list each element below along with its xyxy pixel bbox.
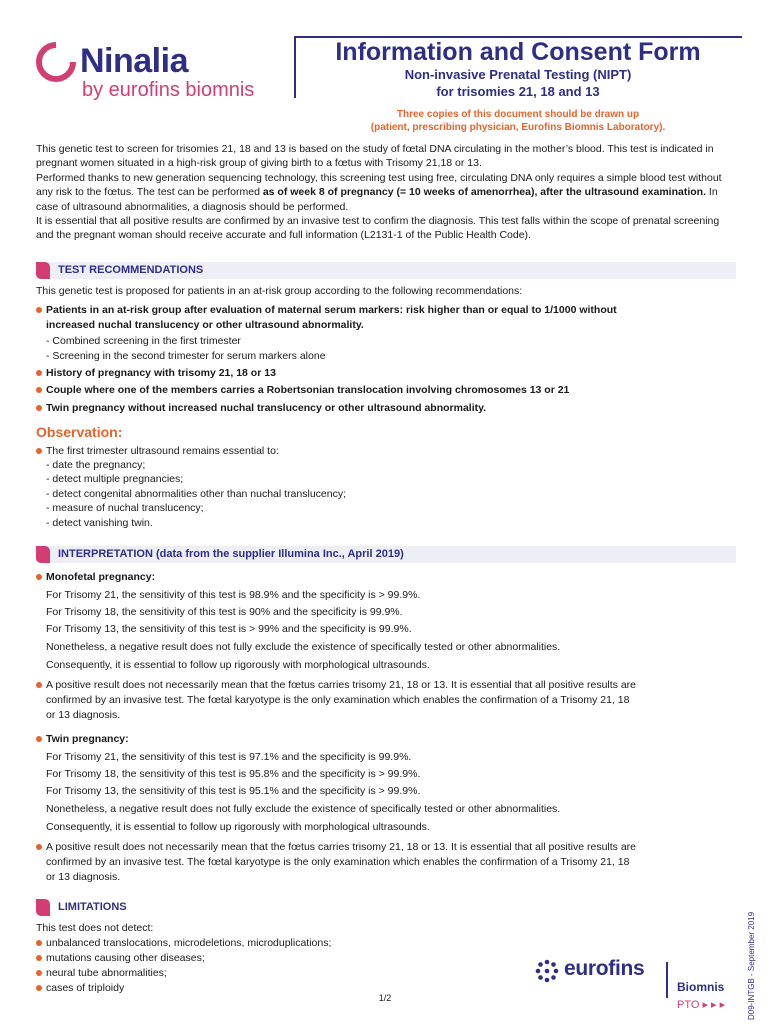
twin-line: Nonetheless, a negative result does not fully exclude the existence of specifically tested or other abnormalities.: [46, 803, 561, 815]
bullet-icon: [36, 844, 42, 850]
section-header-limitations: [36, 899, 146, 916]
twin-line: Consequently, it is essential to follow up rigorously with morphological ultrasounds.: [46, 821, 430, 833]
bullet-icon: [36, 970, 42, 976]
bullet-icon: [36, 940, 42, 946]
intro-p3: It is essential that all positive results are confirmed by an invasive test to confirm the diagnosis. This test falls within the scope of prenatal screening and the pregnant woman should receive accurate and full information (L2131-1 of the Public Health Code).: [36, 215, 720, 242]
bullet-icon: [36, 307, 42, 313]
item-text: A positive result does not necessarily mean that the fœtus carries trisomy 21, 18 or 13. It is essential that all positive results are: [46, 679, 637, 691]
bullet-icon: [36, 405, 42, 411]
recommendations-intro: This genetic test is proposed for patients in an at-risk group according to the following recommendations:: [36, 285, 523, 297]
positive-note-2-cont: or 13 diagnosis.: [46, 871, 121, 883]
item-text: A positive result does not necessarily mean that the fœtus carries trisomy 21, 18 or 13. It is essential that all positive results are: [46, 841, 637, 853]
bullet-icon: [36, 736, 42, 742]
section-title: LIMITATIONS: [58, 901, 127, 913]
positive-note-1-cont: or 13 diagnosis.: [46, 709, 121, 721]
monofetal-line: For Trisomy 13, the sensitivity of this test is > 99% and the specificity is 99.9%.: [46, 623, 412, 635]
observation-item: - date the pregnancy;: [46, 459, 146, 471]
monofetal-line: Nonetheless, a negative result does not fully exclude the existence of specifically tested or other abnormalities.: [46, 641, 561, 653]
recommendation-item-1: [36, 303, 756, 317]
positive-note-2-cont: confirmed by an invasive test. The fœtal karyotype is the only examination which enables the confirmation of a Trisomy 21, 18: [46, 856, 630, 868]
section-marker-icon: [36, 262, 50, 279]
observation-title: Observation:: [36, 424, 123, 440]
monofetal-line: For Trisomy 21, the sensitivity of this test is 98.9% and the specificity is > 99.9%.: [46, 589, 421, 601]
recommendation-item-1-cont: increased nuchal translucency or other ultrasound abnormality.: [46, 319, 364, 331]
limitations-intro: This test does not detect:: [36, 922, 154, 934]
limitation-item: [36, 936, 756, 950]
item-text: Patients in an at-risk group after evaluation of maternal serum markers: risk higher than or equal to 1/1000 without: [46, 304, 617, 316]
eurofins-logo-icon: [534, 958, 560, 984]
bullet-icon: [36, 370, 42, 376]
divider: [666, 962, 668, 998]
bullet-icon: [36, 574, 42, 580]
intro-p2a: Performed thanks to new generation sequencing technology, this screening test using free, circulating DNA only requires a simple blood test without any risk to the fœtus. The test can be performed: [36, 171, 722, 199]
page-number: 1/2: [378, 993, 392, 1003]
brand-subtitle: by eurofins biomnis: [82, 79, 255, 101]
biomnis-wordmark: Biomnis: [677, 980, 725, 994]
brand-name: Ninalia: [80, 42, 188, 80]
section-marker-icon: [36, 899, 50, 916]
recommendation-item-4: [36, 401, 756, 415]
intro-p2b: as of week 8 of pregnancy (= 10 weeks of amenorrhea), after the ultrasound examination.: [262, 186, 707, 199]
page-subtitle-1: Non-invasive Prenatal Testing (NIPT): [404, 67, 632, 82]
item-text: Twin pregnancy without increased nuchal translucency or other ultrasound abnormality.: [46, 402, 487, 414]
item-text: Monofetal pregnancy:: [46, 571, 156, 583]
section-marker-icon: [36, 546, 50, 563]
twin-line: For Trisomy 13, the sensitivity of this test is 95.1% and the specificity is > 99.9%.: [46, 785, 421, 797]
bullet-icon: [36, 448, 42, 454]
twin-title: [36, 732, 756, 746]
recommendation-sub-1: - Combined screening in the first trimester: [46, 335, 241, 347]
item-text: cases of triploidy: [46, 982, 125, 994]
intro-p1: This genetic test to screen for trisomies 21, 18 and 13 is based on the study of fœtal DNA circulating in the mother’s blood. This test is indicated in pregnant women situated in a high-risk group of giving birth to a fœtus with Trisomy 21,18 or 13.: [36, 143, 714, 170]
observation-item: - measure of nuchal translucency;: [46, 502, 204, 514]
item-text: neural tube abnormalities;: [46, 967, 167, 979]
item-text: Twin pregnancy:: [46, 733, 129, 745]
item-text: mutations causing other diseases;: [46, 952, 205, 964]
page-subtitle-2: for trisomies 21, 18 and 13: [436, 84, 600, 99]
monofetal-title: [36, 570, 756, 584]
recommendation-item-3: [36, 383, 756, 397]
eurofins-wordmark: eurofins: [564, 957, 645, 980]
limitation-item: [36, 966, 756, 980]
observation-intro: [36, 444, 756, 458]
pto-indicator: PTO ▸ ▸ ▸: [677, 999, 726, 1011]
recommendation-item-2: [36, 366, 756, 380]
positive-note-2: [36, 840, 756, 854]
section-title: TEST RECOMMENDATIONS: [58, 264, 204, 276]
limitation-item: [36, 951, 756, 965]
intro-p2c: In case of ultrasound abnormalities, a diagnosis should be performed.: [36, 186, 718, 213]
recommendation-sub-2: - Screening in the second trimester for serum markers alone: [46, 350, 326, 362]
item-text: History of pregnancy with trisomy 21, 18 or 13: [46, 367, 276, 379]
twin-line: For Trisomy 18, the sensitivity of this test is 95.8% and the specificity is > 99.9%.: [46, 768, 421, 780]
page-title: Information and Consent Form: [335, 38, 701, 66]
section-header-recommendations: [36, 262, 736, 279]
item-text: The first trimester ultrasound remains essential to:: [46, 445, 279, 457]
bullet-icon: [36, 955, 42, 961]
intro-paragraph: [36, 142, 736, 243]
document-code: D09-INTGB - September 2019: [747, 911, 756, 1020]
positive-note-1-cont: confirmed by an invasive test. The fœtal karyotype is the only examination which enables the confirmation of a Trisomy 21, 18: [46, 694, 630, 706]
copies-note-1: Three copies of this document should be drawn up: [396, 109, 640, 120]
section-title: INTERPRETATION (data from the supplier Illumina Inc., April 2019): [58, 548, 404, 560]
item-text: Couple where one of the members carries a Robertsonian translocation involving chromosomes 13 or 21: [46, 384, 570, 396]
copies-note-2: (patient, prescribing physician, Eurofins Biomnis Laboratory).: [370, 122, 666, 133]
bullet-icon: [36, 985, 42, 991]
observation-item: - detect multiple pregnancies;: [46, 473, 184, 485]
observation-item: - detect congenital abnormalities other than nuchal translucency;: [46, 488, 347, 500]
bullet-icon: [36, 387, 42, 393]
twin-line: For Trisomy 21, the sensitivity of this test is 97.1% and the specificity is 99.9%.: [46, 751, 412, 763]
bullet-icon: [36, 682, 42, 688]
monofetal-line: Consequently, it is essential to follow up rigorously with morphological ultrasounds.: [46, 659, 430, 671]
item-text: unbalanced translocations, microdeletions, microduplications;: [46, 937, 332, 949]
monofetal-line: For Trisomy 18, the sensitivity of this test is 90% and the specificity is 99.9%.: [46, 606, 403, 618]
ninalia-logo-icon: [36, 42, 76, 82]
positive-note-1: [36, 678, 756, 692]
observation-item: - detect vanishing twin.: [46, 517, 153, 529]
section-header-interpretation: [36, 546, 736, 563]
